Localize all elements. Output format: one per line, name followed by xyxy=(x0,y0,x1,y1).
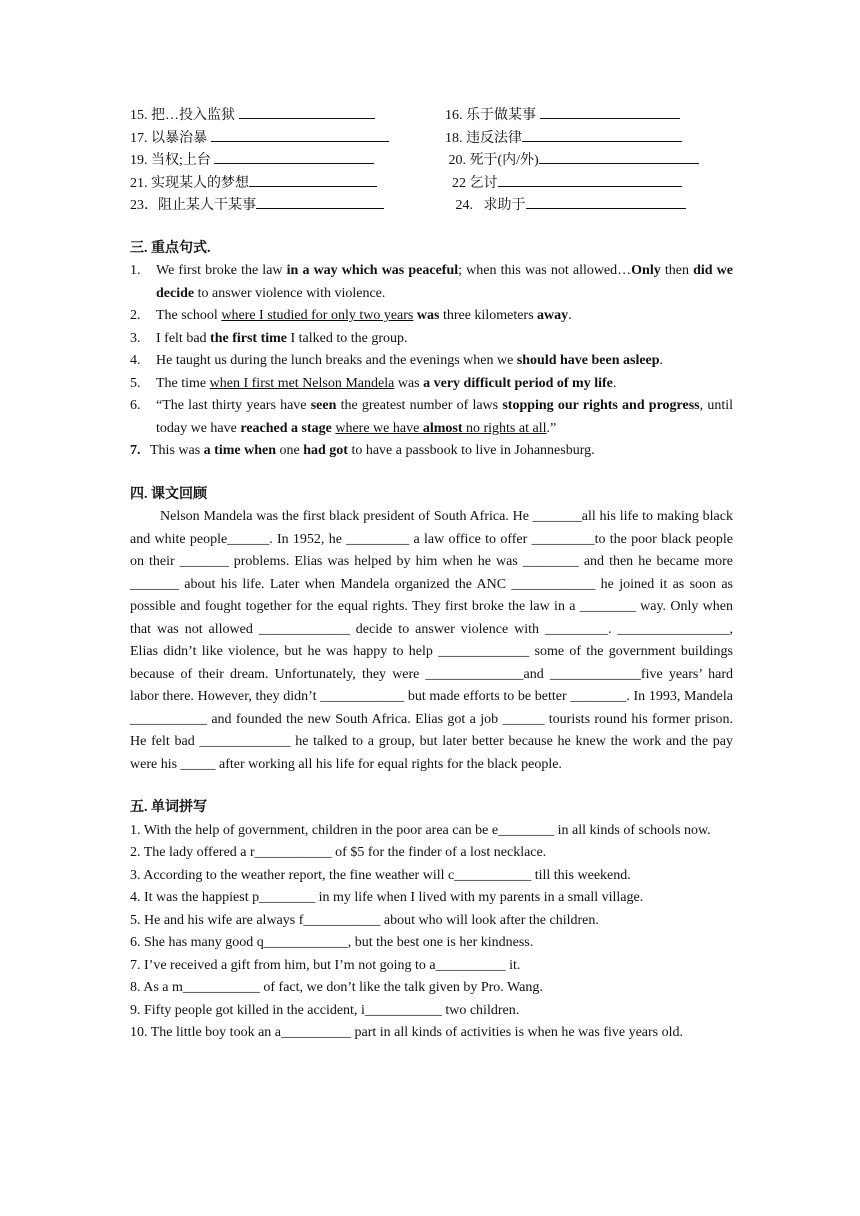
sentence-text: . xyxy=(612,375,617,391)
sentence-text: . xyxy=(659,353,664,368)
vocab-prompt: 20. 死于(内/外) xyxy=(445,153,539,168)
answer-blank[interactable] xyxy=(214,149,374,164)
vocab-item xyxy=(445,149,699,173)
worksheet-page xyxy=(130,104,733,1045)
sentence-number: 4. xyxy=(130,353,141,368)
sentence-text: should have been asleep xyxy=(516,353,660,368)
vocab-prompt: 23．阻止某人干某事 xyxy=(130,198,256,213)
sentence-text: Only xyxy=(631,263,661,278)
vocab-item xyxy=(130,127,389,151)
sentence-number: 5. xyxy=(130,375,141,391)
sentence-text: I felt bad xyxy=(156,330,211,346)
sentence-text: a very difficult period of my life xyxy=(423,375,613,391)
vocab-row xyxy=(130,104,733,127)
answer-blank[interactable] xyxy=(211,127,389,142)
sentence-item xyxy=(130,440,733,463)
sentence-text: seen xyxy=(310,398,337,413)
answer-blank[interactable] xyxy=(526,194,686,209)
sentence-text: where we have xyxy=(335,420,423,436)
sentence-text: .” xyxy=(546,420,557,436)
vocab-item xyxy=(130,194,384,218)
review-paragraph: Nelson Mandela was the first black president of South Africa. He _______all his life to making black and white people______. In 1952, he _________ a law office to offer _________to the poor black people on their _______ problems. Elias was helped by him when he was ________ and then he became more _______ about his life. Later when Mandela organized the ANC ____________ he joined it as soon as possible and fought together for the equal rights. They first broke the law in a ________ way. Only when that was not allowed _____________ decide to answer violence with _________. ________________, Elias didn’t like violence, but he was happy to help _____________ some of the government buildings because of their dream. Unfortunately, they were ______________and _____________five years’ hard labor there. However, they didn’t ____________ but made efforts to be better ________. In 1993, Mandela ___________ and founded the new South Africa. Elias got a job ______ tourists round his former prison. He felt bad _____________ he talked to a group, but later better because he knew the work and the pay were his _____ after working all his life for equal rights for the black people. xyxy=(130,509,733,772)
sentence-text: a time when xyxy=(203,443,276,458)
sentence-text: when I first met Nelson Mandela xyxy=(209,375,395,391)
vocab-item xyxy=(445,194,686,218)
sentence-text: three kilometers xyxy=(439,308,538,323)
vocab-row xyxy=(130,172,733,195)
sentence-number: 3. xyxy=(130,330,141,346)
sentence-number: 1. xyxy=(130,263,141,278)
sentence-text: away xyxy=(537,308,569,323)
spelling-item: 3. According to the weather report, the fine weather will c___________ till this weekend. xyxy=(130,867,631,883)
sentence-text: , until today we have xyxy=(156,398,733,436)
spelling-item: 2. The lady offered a r___________ of $5 for the finder of a lost necklace. xyxy=(130,845,547,860)
answer-blank[interactable] xyxy=(498,172,682,187)
sentence-number: 2. xyxy=(130,308,141,323)
sentence-text: The school xyxy=(156,308,222,323)
answer-blank[interactable] xyxy=(256,194,384,209)
vocab-item xyxy=(445,104,680,128)
sentence-item xyxy=(130,260,733,305)
spelling-item: 8. As a m___________ of fact, we don’t like the talk given by Pro. Wang. xyxy=(130,980,543,995)
spelling-item: 4. It was the happiest p________ in my life when I lived with my parents in a small village. xyxy=(130,890,644,905)
sentence-text: The time xyxy=(156,375,210,391)
vocab-prompt: 17. 以暴治暴 xyxy=(130,130,211,146)
vocab-row xyxy=(130,149,733,172)
sentence-text: to have a passbook to live in Johannesburg. xyxy=(347,443,595,458)
vocab-prompt: 15. 把…投入监狱 xyxy=(130,108,239,123)
vocab-prompt: 16. 乐于做某事 xyxy=(445,108,540,123)
vocab-item xyxy=(130,149,374,173)
vocab-prompt: 18. 违反法律 xyxy=(445,130,522,146)
spelling-item: 5. He and his wife are always f___________ about who will look after the children. xyxy=(130,912,599,928)
answer-blank[interactable] xyxy=(239,104,375,119)
spelling-item: 1. With the help of government, children in the poor area can be e________ in all kinds of schools now. xyxy=(130,822,711,838)
vocab-item xyxy=(130,172,377,196)
section5-title: 五. 单词拼写 xyxy=(130,800,207,815)
spelling-item: 7. I’ve received a gift from him, but I’m not going to a__________ it. xyxy=(130,957,521,973)
sentence-text: He taught us during the lunch breaks and the evenings when we xyxy=(156,353,517,368)
answer-blank[interactable] xyxy=(249,172,377,187)
sentence-item xyxy=(130,373,733,396)
spelling-item: 9. Fifty people got killed in the accident, i___________ two children. xyxy=(130,1002,520,1018)
sentence-text: stopping our rights and progress xyxy=(502,398,700,413)
vocab-item xyxy=(445,127,682,151)
answer-blank[interactable] xyxy=(522,127,682,142)
sentence-text: the first time xyxy=(210,330,287,346)
sentence-text: reached a stage xyxy=(240,420,332,436)
sentence-text: where I studied for only two years xyxy=(221,308,414,323)
sentence-text: . xyxy=(568,308,572,323)
section3-title: 三. 重点句式. xyxy=(130,240,211,256)
vocab-prompt: 19. 当权;上台 xyxy=(130,153,215,168)
sentence-item xyxy=(130,305,733,328)
answer-blank[interactable] xyxy=(539,149,699,164)
sentence-text: did we decide xyxy=(156,263,733,301)
spelling-list xyxy=(130,820,733,1045)
answer-blank[interactable] xyxy=(540,104,680,119)
sentence-text: I talked to the group. xyxy=(287,330,408,346)
sentence-text: had got xyxy=(303,443,348,458)
spelling-item: 6. She has many good q____________, but the best one is her kindness. xyxy=(130,935,534,950)
sentence-text: in a way which was peaceful xyxy=(286,263,459,278)
sentence-text: “The last thirty years have xyxy=(156,398,311,413)
sentence-text: was xyxy=(394,375,424,391)
sentence-list xyxy=(130,260,733,463)
sentence-text: one xyxy=(276,443,304,458)
sentence-number: 7. xyxy=(130,443,141,458)
vocab-list xyxy=(130,104,733,217)
sentence-text: to answer violence with violence. xyxy=(194,285,386,301)
vocab-item xyxy=(445,172,682,196)
sentence-text: We first broke the law xyxy=(156,263,287,278)
vocab-prompt: 22 乞讨 xyxy=(445,175,498,191)
vocab-item xyxy=(130,104,375,128)
vocab-prompt: 21. 实现某人的梦想 xyxy=(130,175,249,191)
sentence-text: was xyxy=(416,308,440,323)
vocab-prompt: 24. 求助于 xyxy=(445,198,526,213)
sentence-text: no rights at all xyxy=(462,420,547,436)
sentence-text: the greatest number of laws xyxy=(336,398,503,413)
sentence-text: This was xyxy=(150,443,204,458)
sentence-number: 6. xyxy=(130,398,141,413)
vocab-row xyxy=(130,127,733,150)
sentence-text: ; when this was not allowed… xyxy=(458,263,632,278)
vocab-row xyxy=(130,194,733,217)
sentence-text: almost xyxy=(422,420,463,436)
sentence-item xyxy=(130,350,733,373)
section4-title: 四. 课文回顾 xyxy=(130,486,207,502)
sentence-text: then xyxy=(660,263,694,278)
sentence-item xyxy=(130,395,733,440)
spelling-item: 10. The little boy took an a__________ part in all kinds of activities is when he was five years old. xyxy=(130,1025,684,1040)
sentence-item xyxy=(130,328,733,351)
